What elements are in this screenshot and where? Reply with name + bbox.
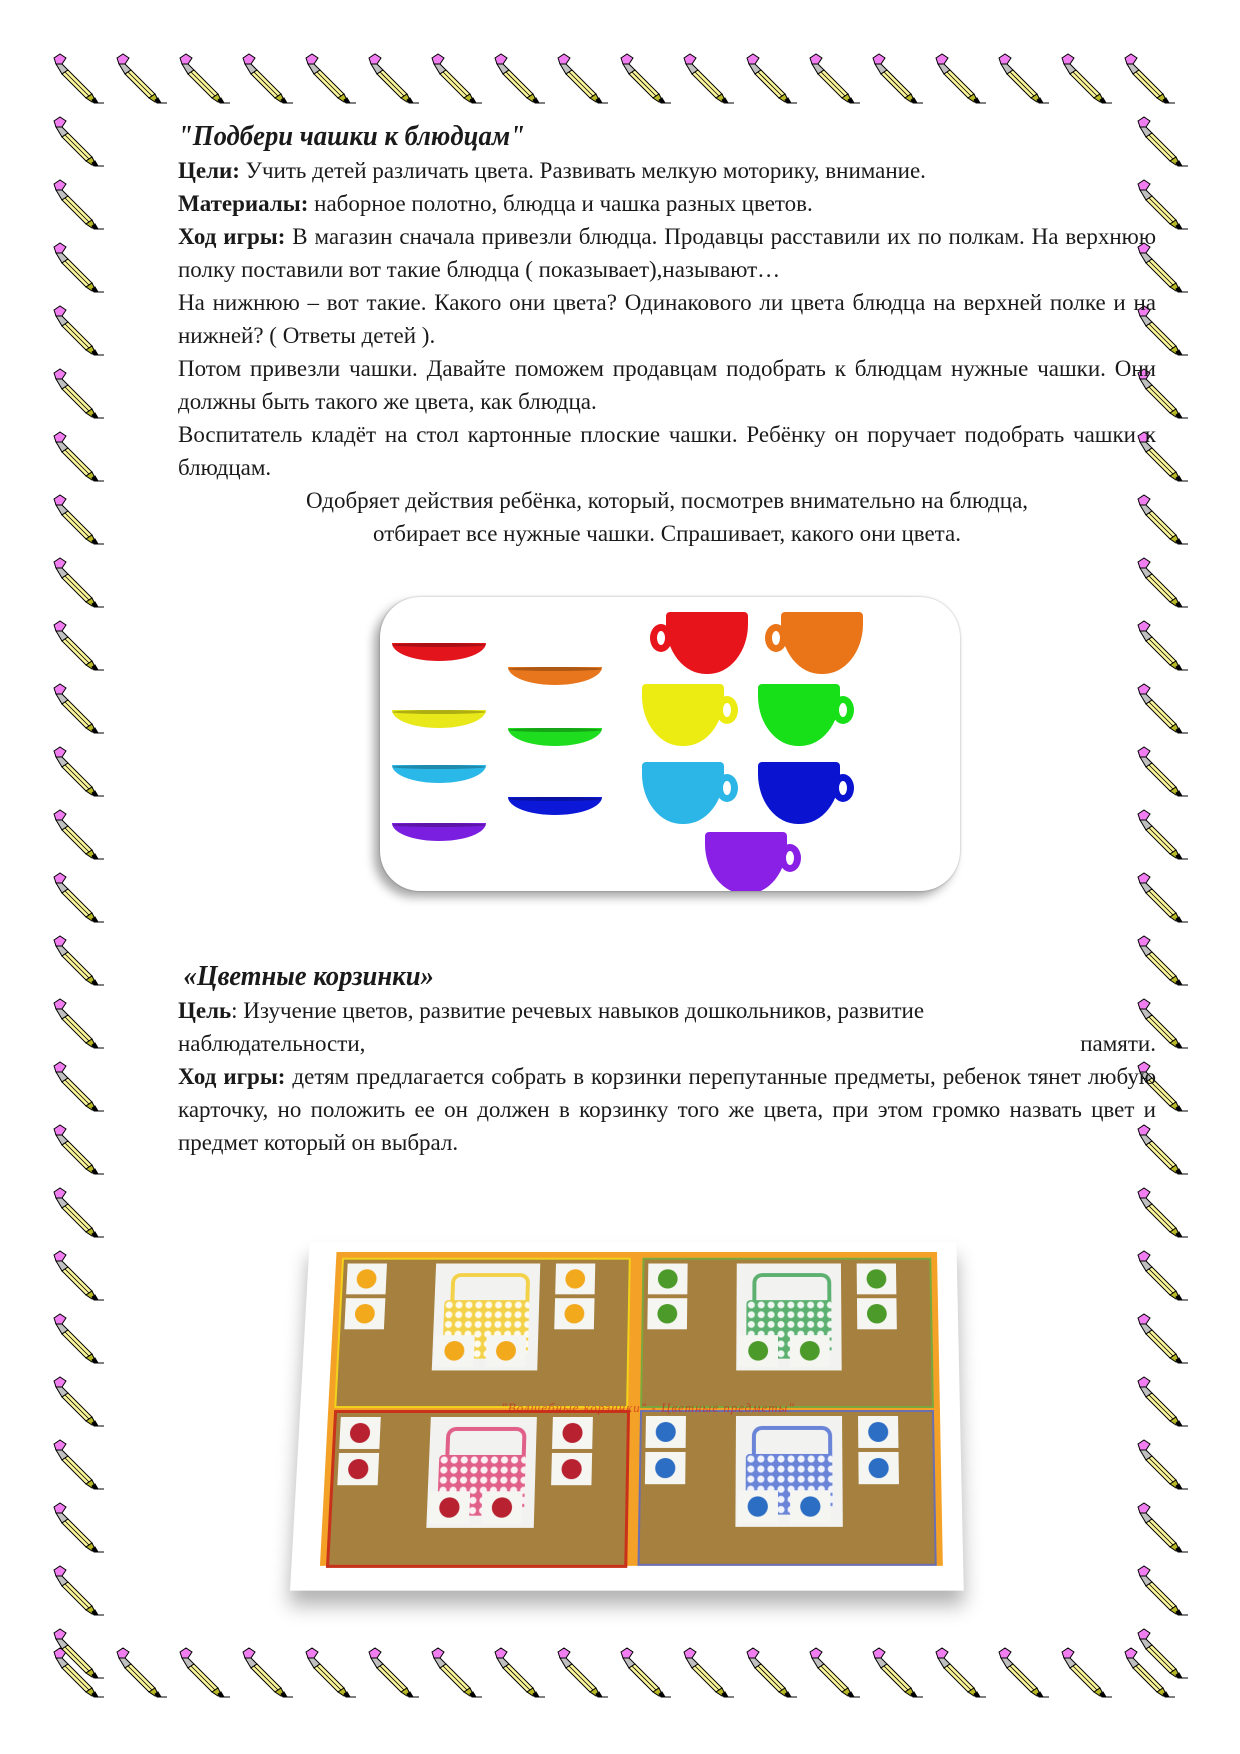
pencil-icon [48,869,104,925]
section-title: «Цветные корзинки» [183,960,434,992]
pencil-icon [489,50,545,106]
pencil-icon [48,1562,104,1618]
pencil-icon [1132,680,1188,736]
pencil-icon [48,1058,104,1114]
pencil-icon [1132,1184,1188,1240]
pencil-icon [300,50,356,106]
saucer [392,643,486,661]
pencil-icon [363,50,419,106]
pencil-icon [48,743,104,799]
pencil-icon [48,1499,104,1555]
apple-dark-card [429,1491,471,1524]
tomato-card [337,1453,379,1485]
process-paragraph-6: отбирает все нужные чашки. Спрашивает, какого они цвета. [373,521,961,546]
process-text: детям предлагается собрать в корзинки перепутанные предметы, ребенок тянет любую карточку, но положить ее он должен в корзинку того же цвета, при этом громко назвать цвет и предмет который он выбрал. [178,1064,1156,1155]
shirt-card [346,1263,387,1294]
fish-card [339,1417,381,1449]
goal-text-2b: памяти. [1080,1031,1156,1056]
cup [650,612,754,674]
pencil-icon [48,1121,104,1177]
saucer [392,710,486,728]
pencil-icon [1132,869,1188,925]
cup [705,832,809,891]
pencil-icon [804,50,860,106]
pencil-icon [1056,1644,1112,1700]
cup [642,762,746,824]
goal-text: : Изучение цветов, развитие речевых навыков дошкольников, развитие [231,998,925,1023]
sun-card [555,1263,595,1294]
saucer [392,823,486,841]
goal-text-2a: наблюдательности, [178,1031,366,1056]
pencil-icon [426,1644,482,1700]
frog-card [647,1298,687,1329]
section-baskets-game [178,958,1156,1159]
watermark-text: "Волшебные корзинки" - Цветные предметы" [501,1400,795,1415]
pencil-icon [993,50,1049,106]
watering-can-card [790,1490,831,1523]
dress-card [790,1335,830,1366]
goals-label: Цели: [178,158,240,183]
process-paragraph-2: На нижнюю – вот такие. Какого они цвета? Одинакового ли цвета блюдца на верхней полке и на нижней? ( Ответы детей ). [178,290,1156,348]
goal-paragraph [178,994,1156,1027]
section-title: "Подбери чашки к блюдцам" [178,120,525,152]
pencil-icon [867,1644,923,1700]
pencil-icon [615,1644,671,1700]
flower-card [554,1298,594,1329]
goal-paragraph-cont [178,1027,1156,1060]
pencil-icon [48,302,104,358]
pencil-icon [48,554,104,610]
cup-card [858,1416,898,1448]
pencil-icon [48,995,104,1051]
pants-card [737,1490,778,1523]
pencil-icon [552,50,608,106]
pencil-icon [48,1247,104,1303]
pencil-icon [363,1644,419,1700]
pencil-icon [615,50,671,106]
section-cups-game [178,118,1156,550]
goals-text: Учить детей различать цвета. Развивать мелкую моторику, внимание. [239,158,926,183]
goal-label: Цель [178,998,232,1023]
pencil-icon [48,1310,104,1366]
pencil-icon [174,1644,230,1700]
pencil-icon [1132,1499,1188,1555]
cups-and-saucers-image [380,597,960,891]
pencil-icon [48,1184,104,1240]
basket-quadrant-red [326,1410,630,1568]
process-paragraph-5: Одобряет действия ребёнка, который, посмотрев внимательно на блюдца, [305,488,1029,513]
baskets-board [320,1252,943,1566]
pencil-icon [1132,554,1188,610]
plums-card [645,1452,686,1484]
cup [758,762,862,824]
basket-quadrant-yellow [334,1258,631,1408]
bananas-card [486,1335,527,1366]
pencil-icon [1132,1310,1188,1366]
pencil-icon [1132,743,1188,799]
pencil-icon [1119,50,1175,106]
saucer [508,728,602,746]
pencil-icon [111,1644,167,1700]
pencil-icon [48,176,104,232]
pencil-icon [741,50,797,106]
pencil-icon [48,1373,104,1429]
boot-card [738,1335,778,1366]
materials-paragraph [178,187,1156,220]
pencil-icon [48,50,104,106]
pencil-icon [426,50,482,106]
pencil-icon [48,617,104,673]
pencil-icon [174,50,230,106]
pencil-icon [1132,1625,1188,1681]
pencil-icon [48,1436,104,1492]
pencil-icon [930,1644,986,1700]
goals-paragraph [178,154,1156,187]
pencil-icon [48,932,104,988]
process-paragraph [178,1060,1156,1159]
colored-baskets-image [300,1238,970,1608]
pencil-icon [1132,1247,1188,1303]
pencil-icon [741,1644,797,1700]
lettuce-card [857,1298,897,1329]
pencil-icon [237,50,293,106]
pencil-icon [48,806,104,862]
process-paragraph-4: Воспитатель кладёт на стол картонные плоские чашки. Ребёнку он поручает подобрать чашки к блюдцам. [178,422,1156,480]
pencil-icon [300,1644,356,1700]
process-text: В магазин сначала привезли блюдца. Продавцы расставили их по полкам. На верхнюю полку поставили вот такие блюдца ( показывает),называют… [178,224,1156,282]
lemons-card [434,1335,475,1366]
process-label: Ход игры: [178,1064,286,1089]
toothbrush-card [645,1416,686,1448]
saucer [508,797,602,815]
cup [758,684,862,746]
basket-quadrant-blue [637,1410,936,1566]
pencil-icon [48,239,104,295]
pencil-icon [1132,1562,1188,1618]
pencil-icon [1132,617,1188,673]
pencil-icon [993,1644,1049,1700]
saucer [392,765,486,783]
process-label: Ход игры: [178,224,286,249]
pencil-icon [48,113,104,169]
pencil-icon [552,1644,608,1700]
cup [642,684,746,746]
apple-card [552,1417,593,1449]
pencil-icon [48,1625,104,1681]
butterfly-card [344,1298,385,1329]
bag-card [857,1263,897,1294]
pencil-icon [678,50,734,106]
process-paragraph [178,220,1156,286]
pencil-icon [48,365,104,421]
pencil-icon [930,50,986,106]
materials-text: наборное полотно, блюдца и чашка разных цветов. [308,191,813,216]
pencil-icon [1132,1373,1188,1429]
pencil-icon [804,1644,860,1700]
process-paragraph-3: Потом привезли чашки. Давайте поможем продавцам подобрать к блюдцам нужные чашки. Они должны быть такого же цвета, как блюдца. [178,356,1156,414]
cup [765,612,869,674]
pencil-icon [48,680,104,736]
pencil-icon [489,1644,545,1700]
mittens-card [551,1453,592,1485]
pencil-icon [48,428,104,484]
pencil-icon [48,491,104,547]
pencil-icon [678,1644,734,1700]
pencil-icon [867,50,923,106]
apple-card [648,1263,688,1294]
saucer [508,667,602,685]
basket-quadrant-green [640,1258,934,1408]
mug-card [481,1491,522,1524]
pencil-icon [1132,806,1188,862]
pencil-icon [1056,50,1112,106]
pencil-icon [237,1644,293,1700]
pencil-icon [1132,1436,1188,1492]
pencil-icon [111,50,167,106]
materials-label: Материалы: [178,191,309,216]
hat-card [858,1452,899,1484]
